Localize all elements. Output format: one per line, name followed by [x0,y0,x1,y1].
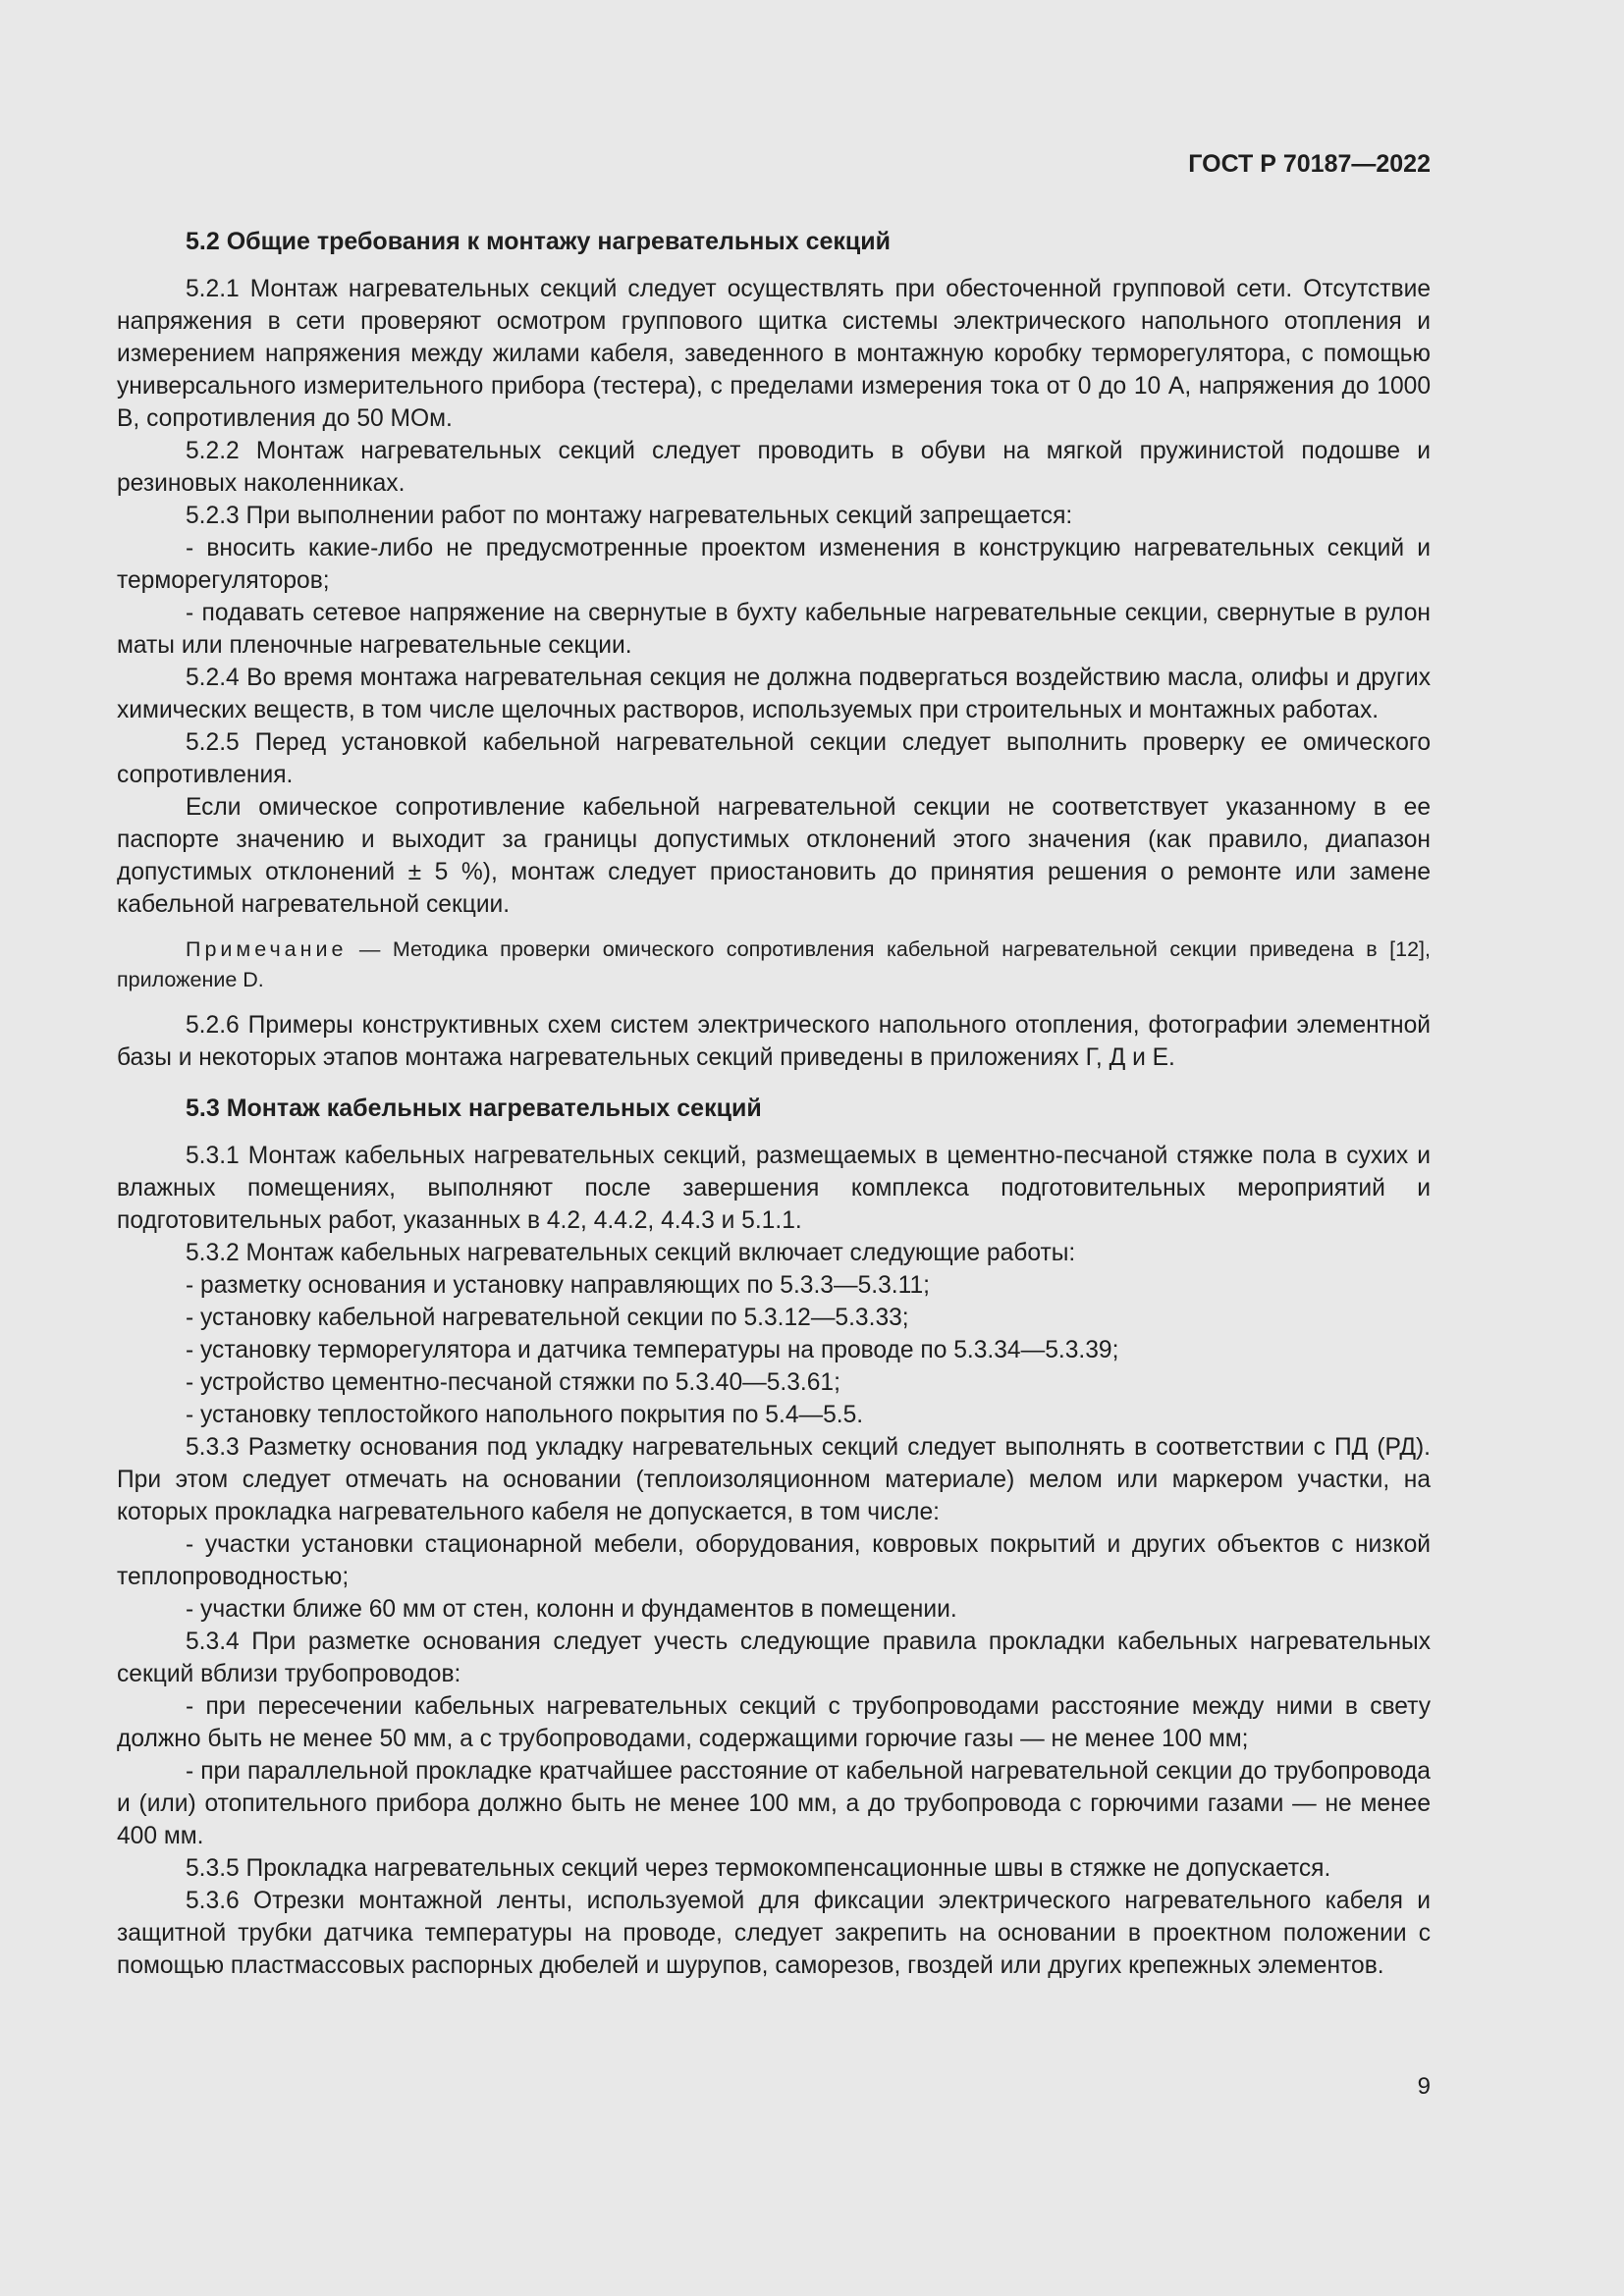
document-id-header: ГОСТ Р 70187—2022 [1188,150,1431,178]
page-body [117,226,1431,1982]
paragraph-5-3-6: 5.3.6 Отрезки монтажной ленты, используемой для фиксации электрического нагревательного кабеля и защитной трубки датчика температуры на проводе, следует закрепить на основании в проектном положении с помощью пластмассовых распорных дюбелей и шурупов, саморезов, гвоздей или других крепежных элементов. [117,1888,1431,1979]
paragraph-5-2-3: 5.2.3 При выполнении работ по монтажу нагревательных секций запрещается: [186,503,1073,529]
paragraph-5-2-4: 5.2.4 Во время монтажа нагревательная секция не должна подвергаться воздействию масла, олифы и других химических веществ, в том числе щелочных растворов, используемых при строительных и монтажных работах. [117,665,1431,723]
section-heading-5-2: 5.2 Общие требования к монтажу нагревательных секций [186,228,892,255]
list-item: - установку кабельной нагревательной секции по 5.3.12—5.3.33; [186,1305,909,1331]
note-text: — Методика проверки омического сопротивления кабельной нагревательной секции приведена в [12], приложение D. [117,937,1431,991]
paragraph-5-2-2: 5.2.2 Монтаж нагревательных секций следует проводить в обуви на мягкой пружинистой подошве и резиновых наколенниках. [117,438,1431,497]
list-item: - разметку основания и установку направляющих по 5.3.3—5.3.11; [186,1272,930,1299]
list-item: - установку теплостойкого напольного покрытия по 5.4—5.5. [186,1402,864,1428]
page-number: 9 [1417,2073,1431,2100]
paragraph-5-3-3: 5.3.3 Разметку основания под укладку нагревательных секций следует выполнять в соответствии с ПД (РД). При этом следует отмечать на основании (теплоизоляционном материале) мелом или маркером участки, на которых прокладка нагревательного кабеля не допускается, в том числе: [117,1434,1431,1525]
note [117,934,1431,995]
paragraph-5-2-1: 5.2.1 Монтаж нагревательных секций следует осуществлять при обесточенной групповой сети. Отсутствие напряжения в сети проверяют осмотром группового щитка системы электрического напольного отопления и измерением напряжения между жилами кабеля, заведенного в монтажную коробку терморегулятора, с помощью универсального измерительного прибора (тестера), с пределами измерения тока от 0 до 10 А, напряжения до 1000 В, сопротивления до 50 МОм. [117,276,1431,432]
list-item: - при пересечении кабельных нагревательных секций с трубопроводами расстояние между ними в свету должно быть не менее 50 мм, а с трубопроводами, содержащими горючие газы — не менее 100 мм; [117,1693,1431,1752]
paragraph-resistance-deviation: Если омическое сопротивление кабельной нагревательной секции не соответствует указанному в ее паспорте значению и выходит за границы допустимых отклонений этого значения (как правило, диапазон допустимых отклонений ± 5 %), монтаж следует приостановить до принятия решения о ремонте или замене кабельной нагревательной секции. [117,794,1431,918]
document-page [117,0,1431,2296]
paragraph-5-3-1: 5.3.1 Монтаж кабельных нагревательных секций, размещаемых в цементно-песчаной стяжке пола в сухих и влажных помещениях, выполняют после завершения комплекса подготовительных мероприятий и подготовительных работ, указанных в 4.2, 4.4.2, 4.4.3 и 5.1.1. [117,1143,1431,1234]
list-item: - подавать сетевое напряжение на свернутые в бухту кабельные нагревательные секции, свернутые в рулон маты или пленочные нагревательные секции. [117,600,1431,659]
list-item: - участки установки стационарной мебели, оборудования, ковровых покрытий и других объектов с низкой теплопроводностью; [117,1531,1431,1590]
list-item: - участки ближе 60 мм от стен, колонн и фундаментов в помещении. [186,1596,957,1623]
paragraph-5-3-4: 5.3.4 При разметке основания следует учесть следующие правила прокладки кабельных нагревательных секций вблизи трубопроводов: [117,1629,1431,1687]
paragraph-5-2-5: 5.2.5 Перед установкой кабельной нагревательной секции следует выполнить проверку ее омического сопротивления. [117,729,1431,788]
note-label: Примечание [186,937,348,961]
paragraph-5-3-5: 5.3.5 Прокладка нагревательных секций через термокомпенсационные швы в стяжке не допускается. [186,1855,1331,1882]
list-item: - устройство цементно-песчаной стяжки по 5.3.40—5.3.61; [186,1369,840,1396]
paragraph-5-2-6: 5.2.6 Примеры конструктивных схем систем электрического напольного отопления, фотографии элементной базы и некоторых этапов монтажа нагревательных секций приведены в приложениях Г, Д и Е. [117,1012,1431,1071]
list-item: - установку терморегулятора и датчика температуры на проводе по 5.3.34—5.3.39; [186,1337,1119,1363]
list-item: - вносить какие-либо не предусмотренные проектом изменения в конструкцию нагревательных секций и терморегуляторов; [117,535,1431,594]
paragraph-5-3-2: 5.3.2 Монтаж кабельных нагревательных секций включает следующие работы: [186,1240,1076,1266]
section-heading-5-3: 5.3 Монтаж кабельных нагревательных секций [186,1095,762,1122]
list-item: - при параллельной прокладке кратчайшее расстояние от кабельной нагревательной секции до трубопровода и (или) отопительного прибора должно быть не менее 100 мм, а до трубопровода с горючими газами — не менее 400 мм. [117,1758,1431,1849]
